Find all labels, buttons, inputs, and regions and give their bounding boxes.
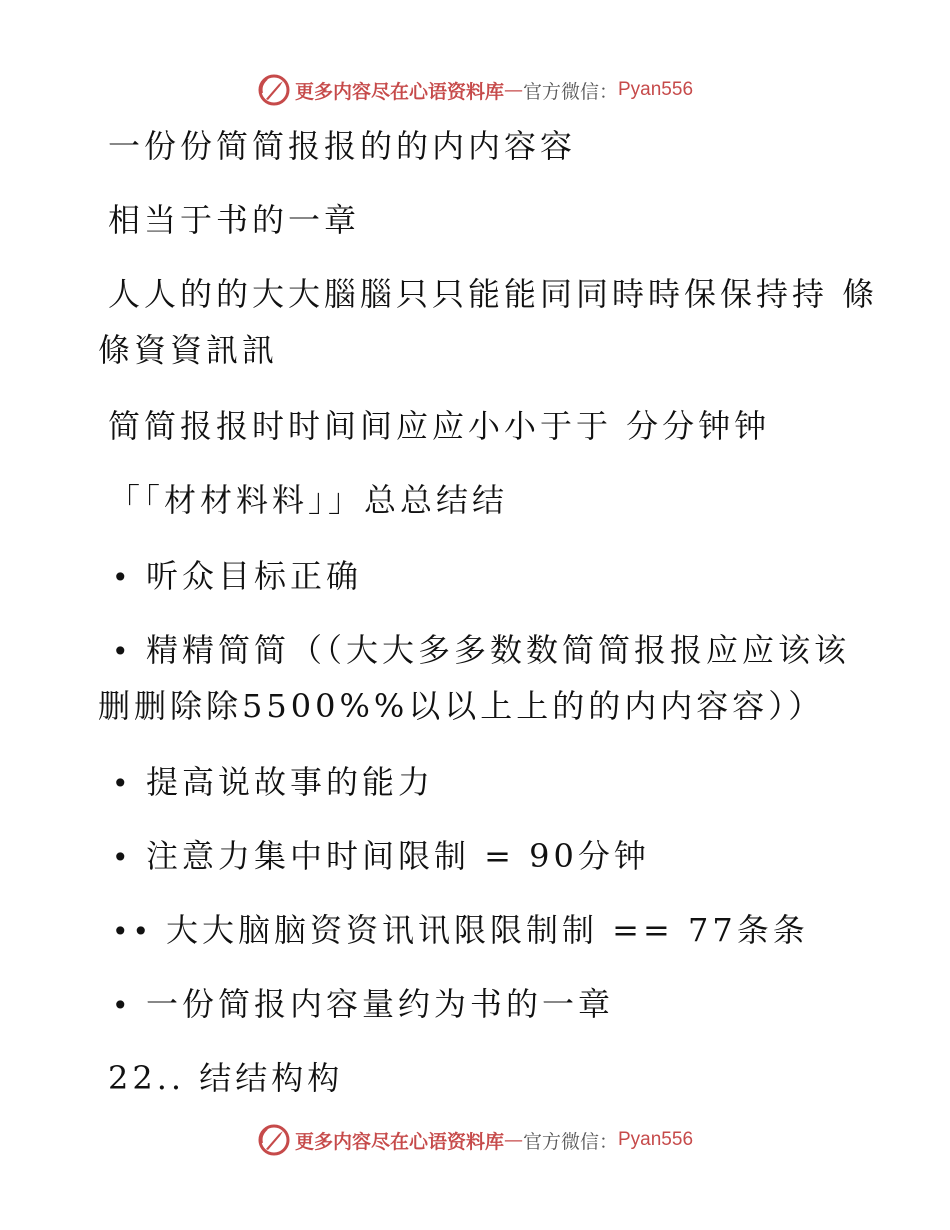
line-text: 「「材材料料」」总总结结 [108,481,509,519]
watermark-official-label: 官方微信： [522,1130,618,1153]
section-heading [108,1058,343,1098]
quill-logo-icon [257,73,291,107]
line-text: 提高说故事的能力 [146,763,435,801]
text-line-1 [108,126,576,166]
line-text: 人人的的大大腦腦只只能能同同時時保保持持 條 [108,275,879,313]
text-line-continuation [98,686,824,726]
text-line-2 [108,200,360,240]
watermark-official-label: 官方微信： [522,80,618,103]
watermark-wechat-id: Pyan556 [618,1129,694,1150]
bullet-marker: • [112,767,133,800]
text-line-5 [108,406,770,446]
line-text: 一份份简简报报的的内内容容 [108,127,577,165]
line-text: 简简报报时时间间应应小小于于 分分钟钟 [108,407,771,445]
header-watermark [0,70,950,110]
quill-logo-icon [257,1123,291,1157]
bullet-marker: • [112,989,133,1022]
line-text: 注意力集中时间限制 = 90分钟 [146,837,650,875]
bullet-item-6 [112,984,614,1026]
bullet-item-4 [112,836,650,878]
line-text: 條資資訊訊 [98,331,279,369]
bullet-item-2 [112,630,850,672]
bullet-item-3 [112,762,434,804]
watermark-site-text: 更多内容尽在心语资料库 [294,1130,504,1153]
line-text: 22.. 结结构构 [108,1059,344,1097]
bullet-item-1 [112,556,362,598]
watermark-dash: — [503,1129,523,1151]
bullet-marker: • [112,635,133,668]
watermark-wechat-id: Pyan556 [618,79,694,100]
bullet-marker: • [112,841,133,874]
bullet-marker: •• [112,915,154,948]
line-text: 大大脑脑资资讯讯限限制制 == 77条条 [166,911,809,949]
line-text: 听众目标正确 [146,557,363,595]
bullet-marker: • [112,561,133,594]
bullet-item-5 [112,910,809,952]
line-text: 精精简简（（大大多多数数简简报报应应该该 [146,631,851,669]
text-line-3 [108,274,878,314]
watermark-dash: — [503,79,523,101]
text-line-6 [108,480,508,520]
line-text: 删删除除5500%%以以上上的的内内容容）） [98,687,825,725]
line-text: 相当于书的一章 [108,201,361,239]
text-line-4 [98,330,278,370]
footer-watermark [0,1120,950,1160]
line-text: 一份简报内容量约为书的一章 [146,985,615,1023]
watermark-site-text: 更多内容尽在心语资料库 [294,80,504,103]
